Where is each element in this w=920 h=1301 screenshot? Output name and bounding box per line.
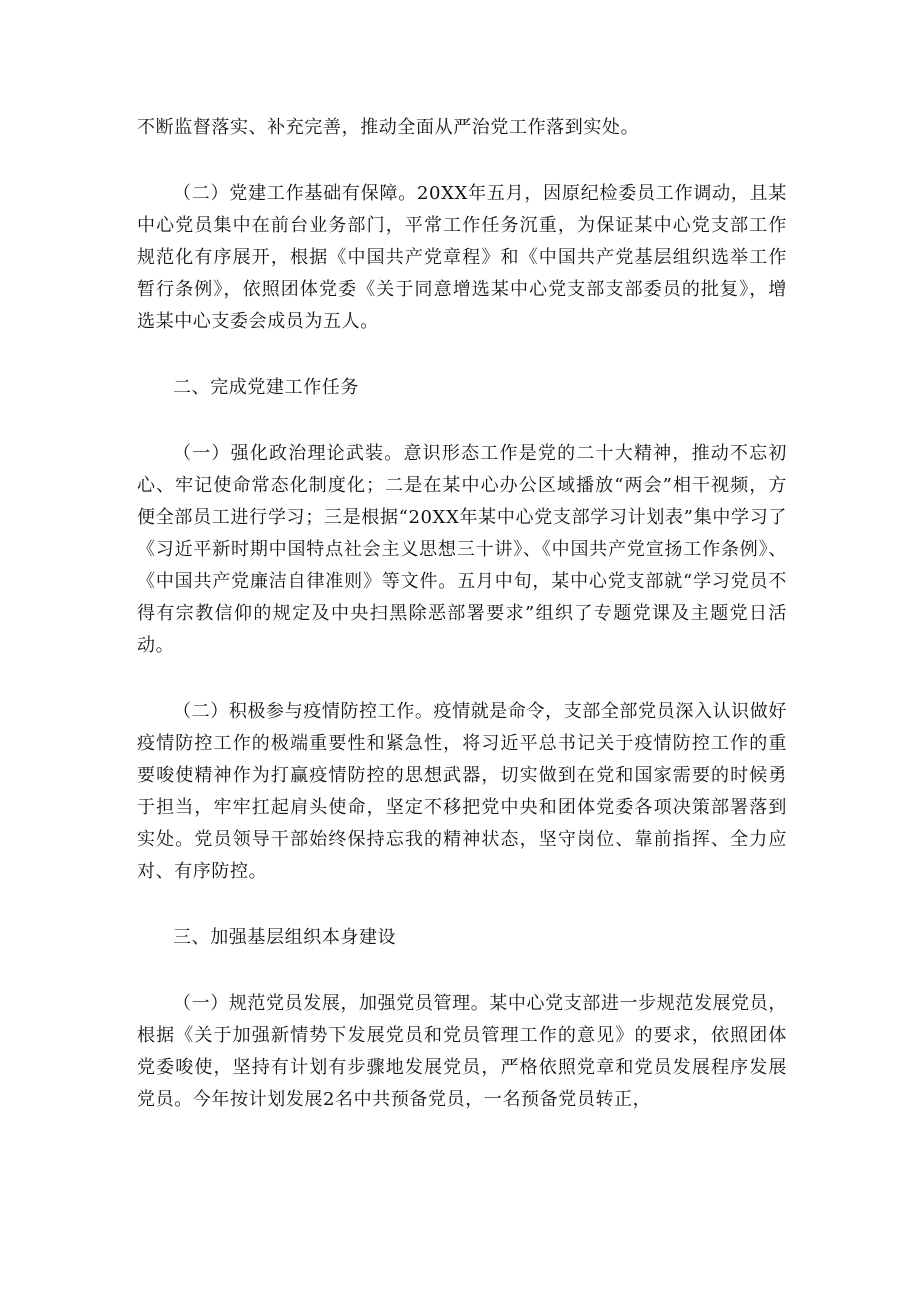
document-body [137, 112, 787, 1116]
section-heading-organization: 三、加强基层组织本身建设 [173, 927, 397, 948]
paragraph-member-development: （一）规范党员发展，加强党员管理。某中心党支部进一步规范发展党员，根据《关于加强新情势下发展党员和党员管理工作的意见》的要求，依照团体党委唆使，坚持有计划有步骤地发展党员，严格依照党章和党员发展程序发展党员。今年按计划发展2名中共预备党员，一名预备党员转正， [137, 993, 787, 1110]
paragraph-political-theory: （一）强化政治理论武装。意识形态工作是党的二十大精神，推动不忘初心、牢记使命常态化制度化；二是在某中心办公区域播放“两会”相干视频，方便全部员工进行学习；三是根据“20XX年某中心党支部学习计划表”集中学习了《习近平新时期中国特点社会主义思想三十讲》、《中国共产党宣扬工作条例》、《中国共产党廉洁自律准则》等文件。五月中旬，某中心党支部就“学习党员不得有宗教信仰的规定及中央扫黑除恶部署要求”组织了专题党课及主题党日活动。 [137, 443, 787, 656]
paragraph-party-building-foundation: （二）党建工作基础有保障。20XX年五月，因原纪检委员工作调动，且某中心党员集中在前台业务部门，平常工作任务沉重，为保证某中心党支部工作规范化有序展开，根据《中国共产党章程》和《中国共产党基层组织选举工作暂行条例》，依照团体党委《关于同意增选某中心党支部支部委员的批复》，增选某中心支委会成员为五人。 [137, 183, 787, 332]
paragraph-epidemic-prevention: （二）积极参与疫情防控工作。疫情就是命令，支部全部党员深入认识做好疫情防控工作的极端重要性和紧急性，将习近平总书记关于疫情防控工作的重要唆使精神作为打赢疫情防控的思想武器，切实做到在党和国家需要的时候勇于担当，牢牢扛起肩头使命，坚定不移把党中央和团体党委各项决策部署落到实处。党员领导干部始终保持忘我的精神状态，坚守岗位、靠前指挥、全力应对、有序防控。 [137, 701, 787, 882]
paragraph-continuation: 不断监督落实、补充完善，推动全面从严治党工作落到实处。 [137, 117, 640, 138]
section-heading-tasks: 二、完成党建工作任务 [173, 377, 359, 398]
